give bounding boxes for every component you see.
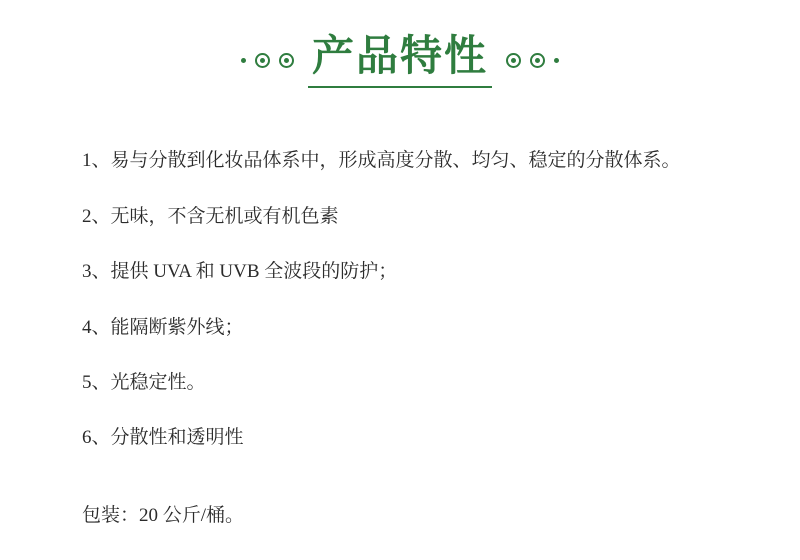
- product-features-page: [0, 32, 800, 560]
- list-item: 2、无味，不含无机或有机色素: [82, 205, 339, 227]
- list-item: 4、能隔断紫外线；: [82, 316, 244, 338]
- list-item: 6、分散性和透明性: [82, 427, 244, 449]
- dot-icon: [241, 58, 246, 63]
- list-item: 5、光稳定性。: [82, 372, 206, 394]
- ring-dot-icon: [506, 53, 521, 68]
- ring-dot-icon: [279, 53, 294, 68]
- list-item: 3、提供 UVA 和 UVB 全波段的防护；: [82, 261, 398, 283]
- page-title-block: [0, 32, 800, 88]
- dot-icon: [554, 58, 559, 63]
- title-left-decoration: [241, 53, 294, 68]
- page-title: 产品特性: [308, 32, 492, 88]
- ring-dot-icon: [255, 53, 270, 68]
- list-item: 1、易与分散到化妆品体系中，形成高度分散、均匀、稳定的分散体系。: [82, 150, 681, 172]
- ring-dot-icon: [530, 53, 545, 68]
- features-list: [0, 146, 800, 530]
- title-right-decoration: [506, 53, 559, 68]
- packaging-note: 包装：20 公斤/桶。: [82, 504, 245, 526]
